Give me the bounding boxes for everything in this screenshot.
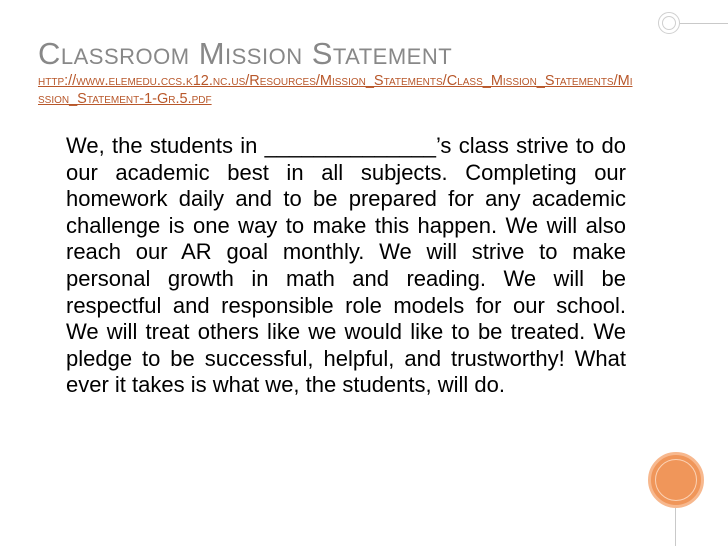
orange-circle-ring-icon <box>655 459 697 501</box>
decorative-line-top <box>680 23 728 24</box>
circle-ornament-inner-icon <box>662 16 676 30</box>
slide-title: Classroom Mission Statement <box>38 36 453 71</box>
mission-statement-text: We, the students in ______________’s class strive to do our academic best in all subjects. Completing our homework daily and to be prepared for any academic challenge is one way to make this happen. We will also reach our AR goal monthly. We will strive to make personal growth in math and reading. We will be respectful and responsible role models for our school. We will treat others like we would like to be treated. We pledge to be successful, helpful, and trustworthy! What ever it takes is what we, the students, will do. <box>66 133 626 398</box>
decorative-line-bottom <box>675 508 676 546</box>
source-link[interactable]: http://www.elemedu.ccs.k12.nc.us/Resources/Mission_Statements/Class_Mission_Statements/Mission_Statement-1-Gr.5.pdf <box>38 73 633 107</box>
